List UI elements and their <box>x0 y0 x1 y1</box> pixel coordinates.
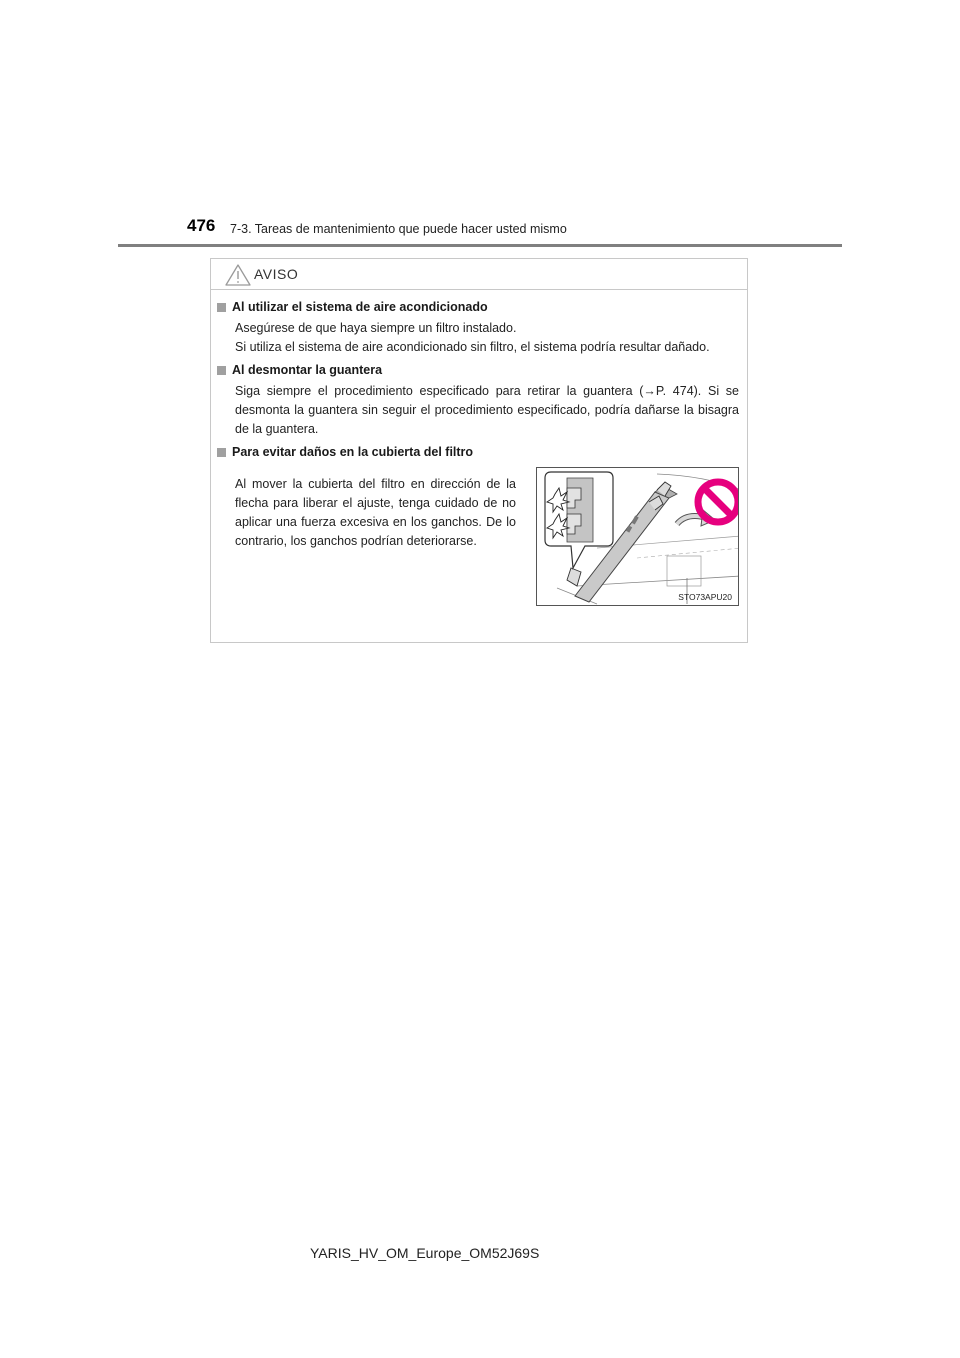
heading-text: Al utilizar el sistema de aire acondicionado <box>232 300 488 314</box>
header-rule <box>118 244 842 247</box>
notice-item-heading <box>217 363 739 377</box>
paragraph: Siga siempre el procedimiento especificado para retirar la guantera (→P. 474). Si se desmonta la guantera sin seguir el procedimiento especificado, podría dañarse la bisagra de la guantera. <box>235 384 739 436</box>
paragraph: Al mover la cubierta del filtro en dirección de la flecha para liberar el ajuste, tenga cuidado de no aplicar una fuerza excesiva en los ganchos. De lo contrario, los ganchos podrían deteriorarse. <box>235 477 516 548</box>
warning-notice-box <box>210 258 748 643</box>
heading-text: Al desmontar la guantera <box>232 363 383 377</box>
notice-item-glove-box <box>217 363 739 439</box>
square-bullet-icon <box>217 448 226 457</box>
page-number: 476 <box>187 216 216 235</box>
paragraph: Si utiliza el sistema de aire acondicionado sin filtro, el sistema podría resultar dañado. <box>235 340 710 354</box>
notice-body <box>211 290 747 606</box>
warning-triangle-icon <box>225 264 251 286</box>
filter-cover-drawing <box>537 468 739 605</box>
notice-title: AVISO <box>254 266 299 282</box>
figure-code: STO73APU20 <box>678 592 732 602</box>
notice-item-air-conditioning <box>217 300 739 357</box>
square-bullet-icon <box>217 303 226 312</box>
document-id: YARIS_HV_OM_Europe_OM52J69S <box>310 1245 540 1261</box>
notice-header <box>211 259 747 290</box>
notice-item-filter-cover <box>217 445 739 606</box>
figure-row <box>217 467 739 606</box>
section-title: 7-3. Tareas de mantenimiento que puede hacer usted mismo <box>230 222 567 236</box>
heading-text: Para evitar daños en la cubierta del filtro <box>232 445 474 459</box>
square-bullet-icon <box>217 366 226 375</box>
figure-text <box>235 475 516 606</box>
notice-item-heading <box>217 445 739 459</box>
notice-item-heading <box>217 300 739 314</box>
paragraph: Asegúrese de que haya siempre un filtro instalado. <box>235 321 517 335</box>
filter-cover-illustration <box>536 467 739 606</box>
